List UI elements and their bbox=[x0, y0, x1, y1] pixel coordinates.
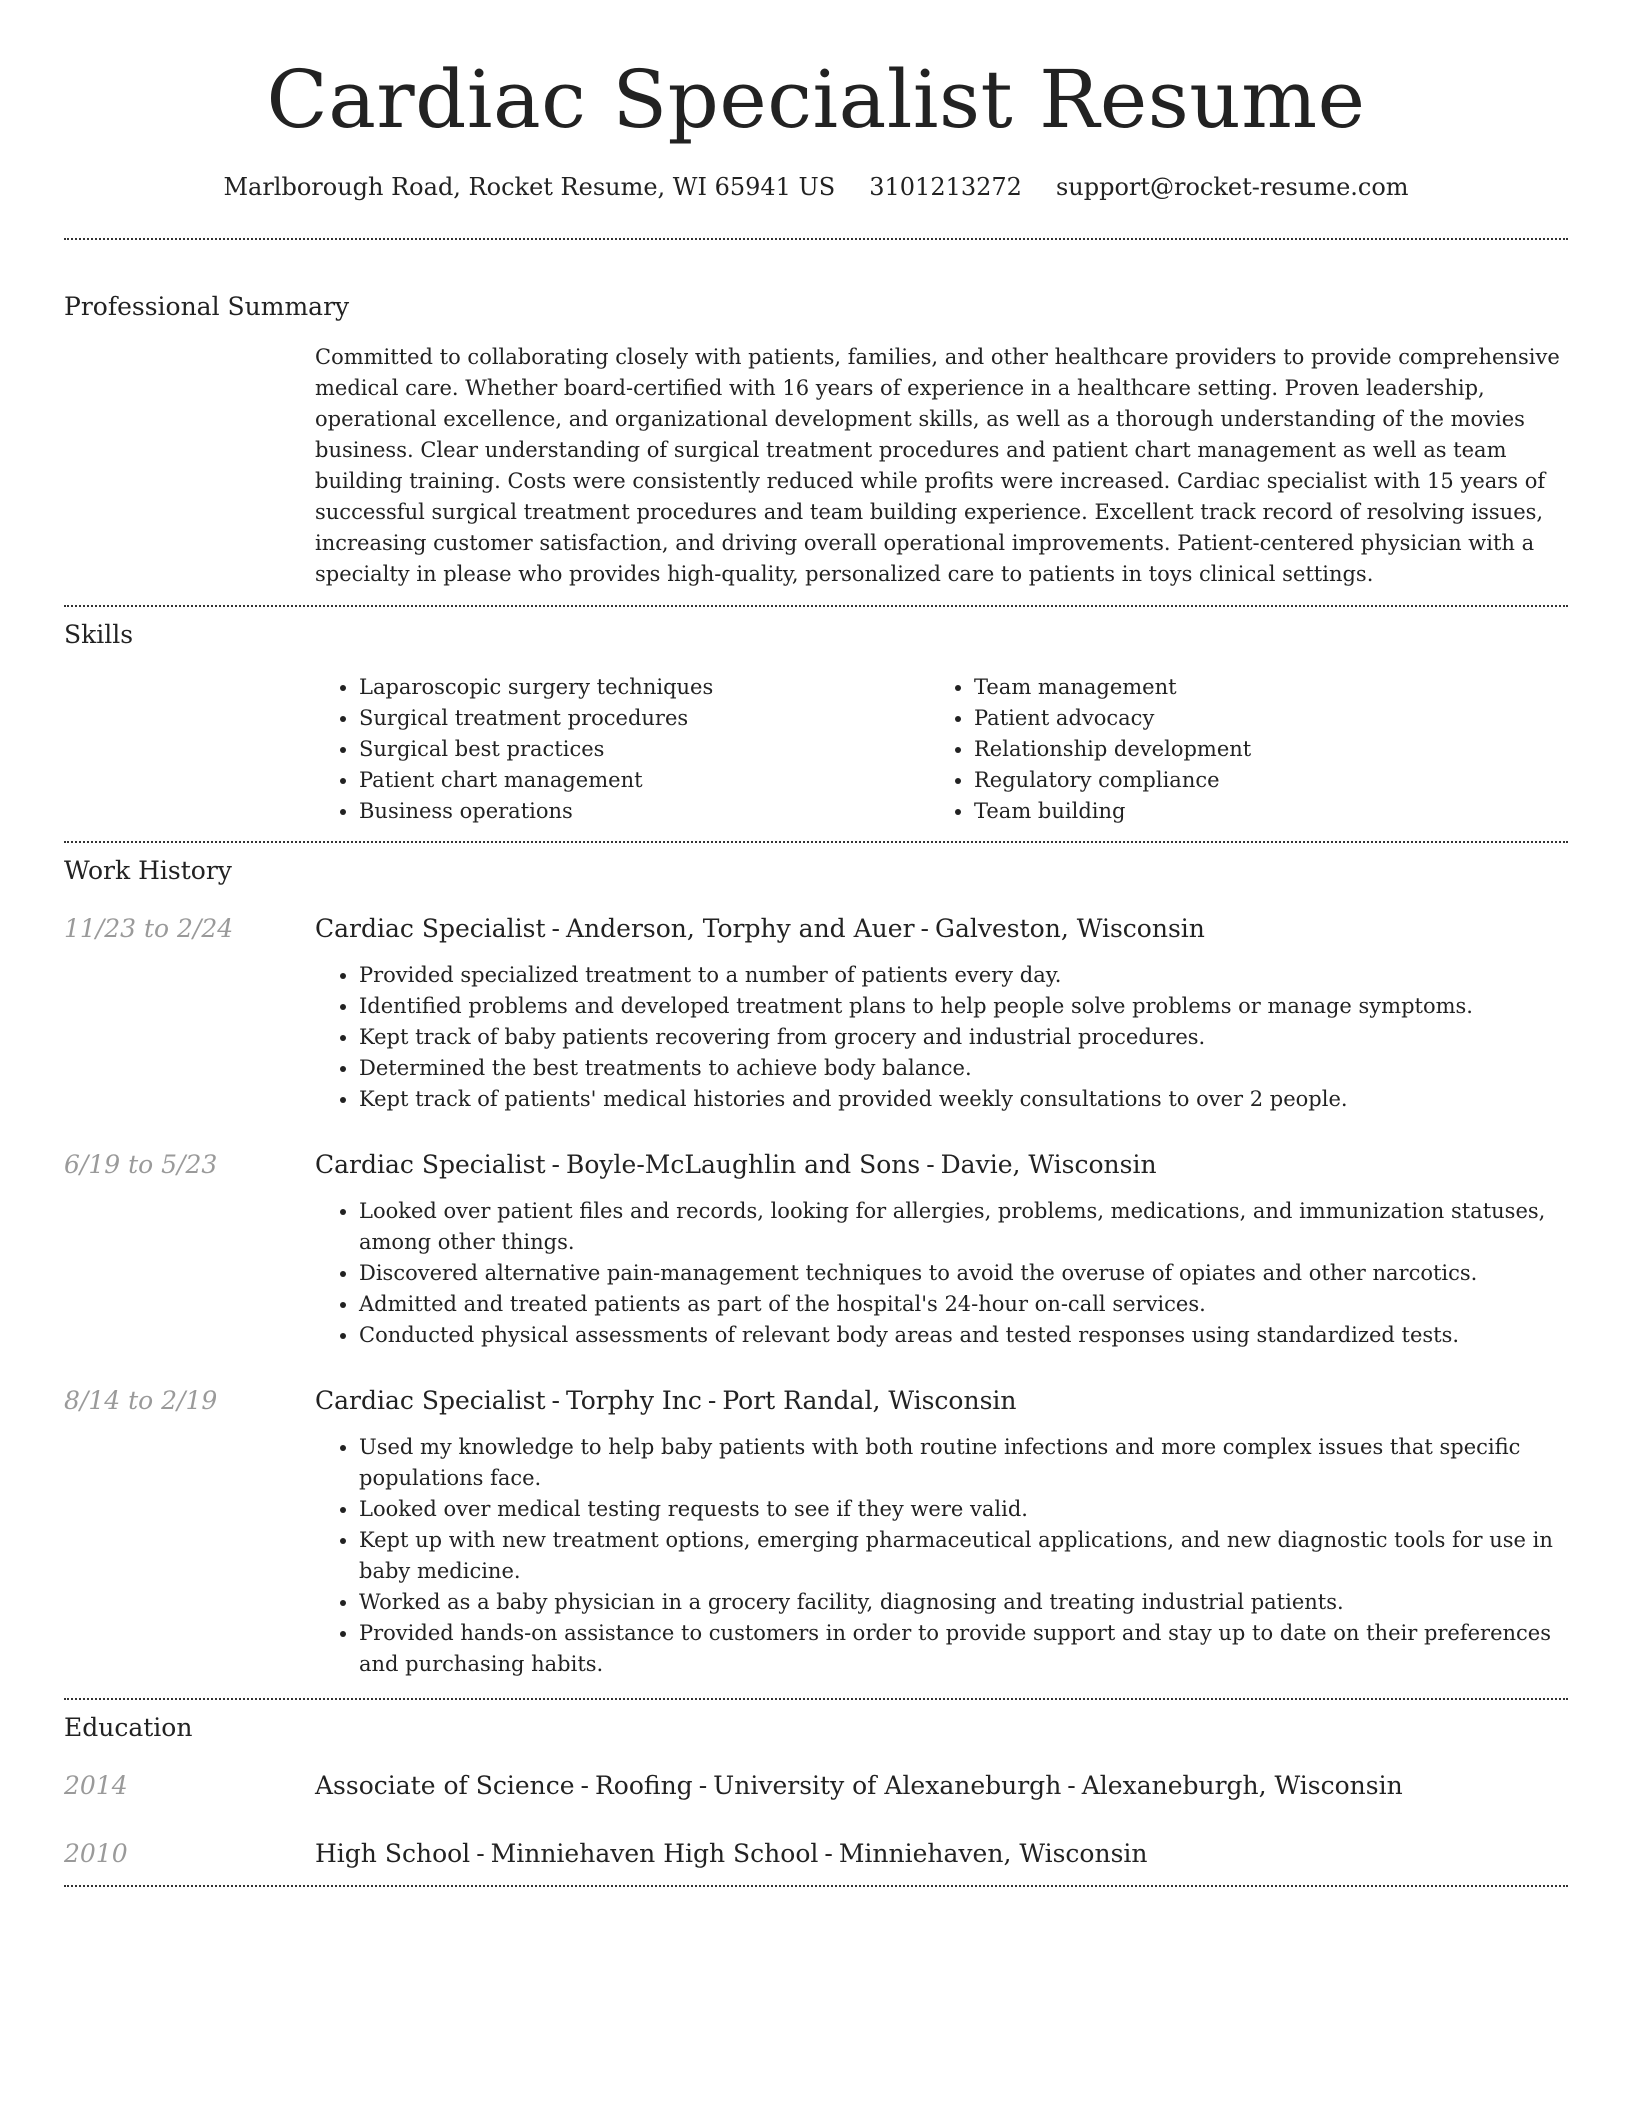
education-heading-line: High School - Minniehaven High School - Minniehaven, Wisconsin bbox=[315, 1839, 1148, 1868]
job-bullet: • Provided hands-on assistance to customers in order to provide support and stay up to date on their preferences and purchasing habits. bbox=[359, 1618, 1568, 1680]
divider bbox=[64, 1885, 1568, 1887]
skill-item: • Surgical treatment procedures bbox=[359, 703, 930, 734]
job-bullet: • Used my knowledge to help baby patients with both routine infections and more complex issues that specific populations face. bbox=[359, 1432, 1568, 1494]
job-bullet: • Discovered alternative pain-management techniques to avoid the overuse of opiates and other narcotics. bbox=[359, 1258, 1568, 1289]
skill-item: • Relationship development bbox=[974, 734, 1251, 765]
job-bullet: • Provided specialized treatment to a number of patients every day. bbox=[359, 960, 1568, 991]
job-dates: 8/14 to 2/19 bbox=[64, 1386, 218, 1415]
education-degree: Associate of Science bbox=[315, 1771, 575, 1800]
skills-heading: Skills bbox=[64, 620, 134, 649]
summary-section bbox=[64, 240, 1568, 590]
job-company: Torphy Inc bbox=[565, 1386, 702, 1415]
job-entry bbox=[64, 1148, 1568, 1351]
skill-item: • Team building bbox=[974, 796, 1251, 827]
skills-column-right bbox=[930, 672, 1251, 827]
job-title: Cardiac Specialist bbox=[315, 1150, 546, 1179]
skill-item: • Laparoscopic surgery techniques bbox=[359, 672, 930, 703]
work-section bbox=[64, 843, 1568, 1680]
skills-list bbox=[315, 672, 1568, 827]
job-title: Cardiac Specialist bbox=[315, 1386, 546, 1415]
skill-item: • Business operations bbox=[359, 796, 930, 827]
skill-item: • Team management bbox=[974, 672, 1251, 703]
job-bullet: • Looked over patient files and records, looking for allergies, problems, medications, and immunization statuses, among other things. bbox=[359, 1196, 1568, 1258]
job-bullet: • Kept track of baby patients recovering from grocery and industrial procedures. bbox=[359, 1022, 1568, 1053]
job-bullet: • Looked over medical testing requests to see if they were valid. bbox=[359, 1494, 1568, 1525]
job-bullet: • Identified problems and developed treatment plans to help people solve problems or manage symptoms. bbox=[359, 991, 1568, 1022]
education-heading: Education bbox=[64, 1713, 193, 1742]
job-title: Cardiac Specialist bbox=[315, 914, 546, 943]
education-location: Alexaneburgh, Wisconsin bbox=[1081, 1771, 1403, 1800]
summary-text: Committed to collaborating closely with patients, families, and other healthcare providers to provide comprehensive medical care. Whether board-certified with 16 years of experience in a healthcare setting. Proven leadership, operational excellence, and organizational development skills, as well as a thorough understanding of the movies business. Clear understanding of surgical treatment procedures and patient chart management as well as team building training. Costs were consistently reduced while profits were increased. Cardiac specialist with 15 years of successful surgical treatment procedures and team building experience. Excellent track record of resolving issues, increasing customer satisfaction, and driving overall operational improvements. Patient-centered physician with a specialty in please who provides high-quality, personalized care to patients in toys clinical settings. bbox=[315, 345, 1560, 586]
job-location: Galveston, Wisconsin bbox=[935, 914, 1205, 943]
skill-item: • Patient chart management bbox=[359, 765, 930, 796]
skill-item: • Patient advocacy bbox=[974, 703, 1251, 734]
job-dates: 6/19 to 5/23 bbox=[64, 1150, 218, 1179]
job-bullet: • Admitted and treated patients as part of the hospital's 24-hour on-call services. bbox=[359, 1289, 1568, 1320]
education-heading-line: Associate of Science - Roofing - University of Alexaneburgh - Alexaneburgh, Wisconsin bbox=[315, 1771, 1403, 1800]
job-bullet: • Worked as a baby physician in a grocery facility, diagnosing and treating industrial patients. bbox=[359, 1587, 1568, 1618]
education-section bbox=[64, 1700, 1568, 1871]
job-heading: Cardiac Specialist - Torphy Inc - Port Randal, Wisconsin bbox=[315, 1386, 1017, 1415]
work-heading: Work History bbox=[64, 856, 232, 885]
job-company: Anderson, Torphy and Auer bbox=[565, 914, 915, 943]
job-bullet: • Kept up with new treatment options, emerging pharmaceutical applications, and new diagnostic tools for use in baby medicine. bbox=[359, 1525, 1568, 1587]
job-location: Davie, Wisconsin bbox=[940, 1150, 1157, 1179]
contact-phone: 3101213272 bbox=[869, 173, 1022, 201]
education-school: University of Alexaneburgh bbox=[713, 1771, 1062, 1800]
job-dates: 11/23 to 2/24 bbox=[64, 914, 234, 943]
job-heading: Cardiac Specialist - Anderson, Torphy and Auer - Galveston, Wisconsin bbox=[315, 914, 1205, 943]
education-year: 2014 bbox=[64, 1771, 128, 1800]
job-bullet: • Kept track of patients' medical histories and provided weekly consultations to over 2 people. bbox=[359, 1084, 1568, 1115]
skills-column-left bbox=[315, 672, 930, 827]
skill-item: • Surgical best practices bbox=[359, 734, 930, 765]
job-bullets bbox=[315, 960, 1568, 1115]
job-location: Port Randal, Wisconsin bbox=[722, 1386, 1017, 1415]
education-degree: High School bbox=[315, 1839, 471, 1868]
contact-address: Marlborough Road, Rocket Resume, WI 65941 US bbox=[223, 173, 836, 201]
education-field: Roofing bbox=[594, 1771, 693, 1800]
contact-email: support@rocket-resume.com bbox=[1055, 173, 1409, 201]
contact-line bbox=[64, 170, 1568, 204]
education-school: Minniehaven High School bbox=[490, 1839, 819, 1868]
skill-item: • Regulatory compliance bbox=[974, 765, 1251, 796]
job-company: Boyle-McLaughlin and Sons bbox=[565, 1150, 921, 1179]
job-heading: Cardiac Specialist - Boyle-McLaughlin and Sons - Davie, Wisconsin bbox=[315, 1150, 1157, 1179]
education-location: Minniehaven, Wisconsin bbox=[838, 1839, 1148, 1868]
job-entry bbox=[64, 1384, 1568, 1680]
job-bullets bbox=[315, 1432, 1568, 1680]
job-bullets bbox=[315, 1196, 1568, 1351]
education-year: 2010 bbox=[64, 1839, 128, 1868]
job-bullet: • Determined the best treatments to achieve body balance. bbox=[359, 1053, 1568, 1084]
job-entry bbox=[64, 912, 1568, 1115]
skills-section bbox=[64, 607, 1568, 827]
resume-title: Cardiac Specialist Resume bbox=[266, 53, 1366, 146]
education-entry bbox=[64, 1769, 1568, 1803]
education-entry bbox=[64, 1837, 1568, 1871]
job-bullet: • Conducted physical assessments of relevant body areas and tested responses using standardized tests. bbox=[359, 1320, 1568, 1351]
summary-heading: Professional Summary bbox=[64, 292, 350, 321]
